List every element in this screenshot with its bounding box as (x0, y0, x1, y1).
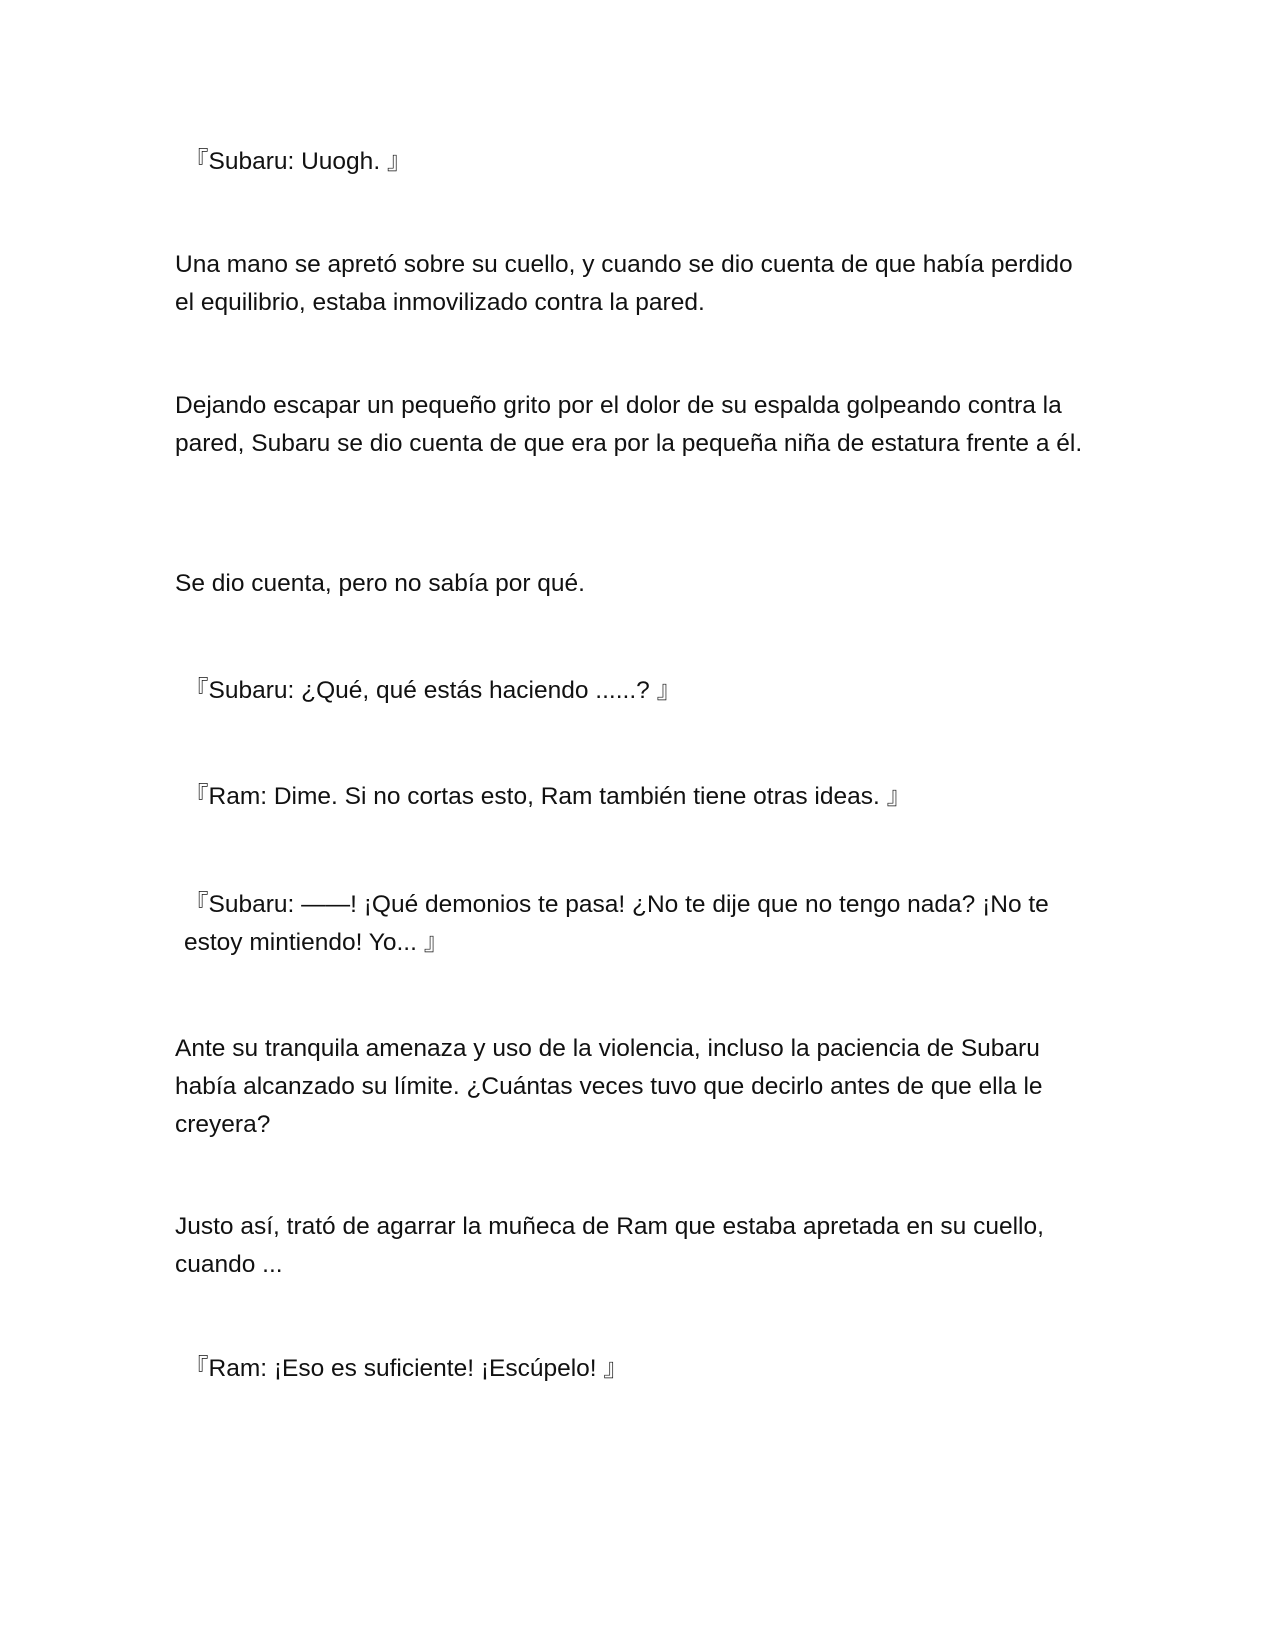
dialogue-ram-spit-it-out: 『Ram: ¡Eso es suficiente! ¡Escúpelo! 』 (184, 1355, 628, 1382)
paragraph-patience-limit: Ante su tranquila amenaza y uso de la violencia, incluso la paciencia de Subaru había alcanzado su límite. ¿Cuántas veces tuvo que decirlo antes de que ella le creyera? (175, 1035, 1043, 1138)
paragraph-grab-wrist: Justo así, trató de agarrar la muñeca de Ram que estaba apretada en su cuello, cuando ... (175, 1213, 1044, 1278)
dialogue-subaru-what-doing: 『Subaru: ¿Qué, qué estás haciendo ......? 』 (184, 677, 682, 704)
paragraph-hand-on-neck: Una mano se apretó sobre su cuello, y cuando se dio cuenta de que había perdido el equilibrio, estaba inmovilizado contra la pared. (175, 251, 1073, 316)
paragraph-realized: Se dio cuenta, pero no sabía por qué. (175, 570, 585, 597)
dialogue-subaru-not-lying: 『Subaru: ——! ¡Qué demonios te pasa! ¿No te dije que no tengo nada? ¡No te estoy mintiendo! Yo... 』 (184, 891, 1049, 956)
dialogue-ram-tell-me: 『Ram: Dime. Si no cortas esto, Ram también tiene otras ideas. 』 (184, 783, 912, 810)
paragraph-small-scream: Dejando escapar un pequeño grito por el dolor de su espalda golpeando contra la pared, Subaru se dio cuenta de que era por la pequeña niña de estatura frente a él. (175, 392, 1083, 457)
dialogue-subaru-uuogh: 『Subaru: Uuogh. 』 (184, 148, 412, 175)
